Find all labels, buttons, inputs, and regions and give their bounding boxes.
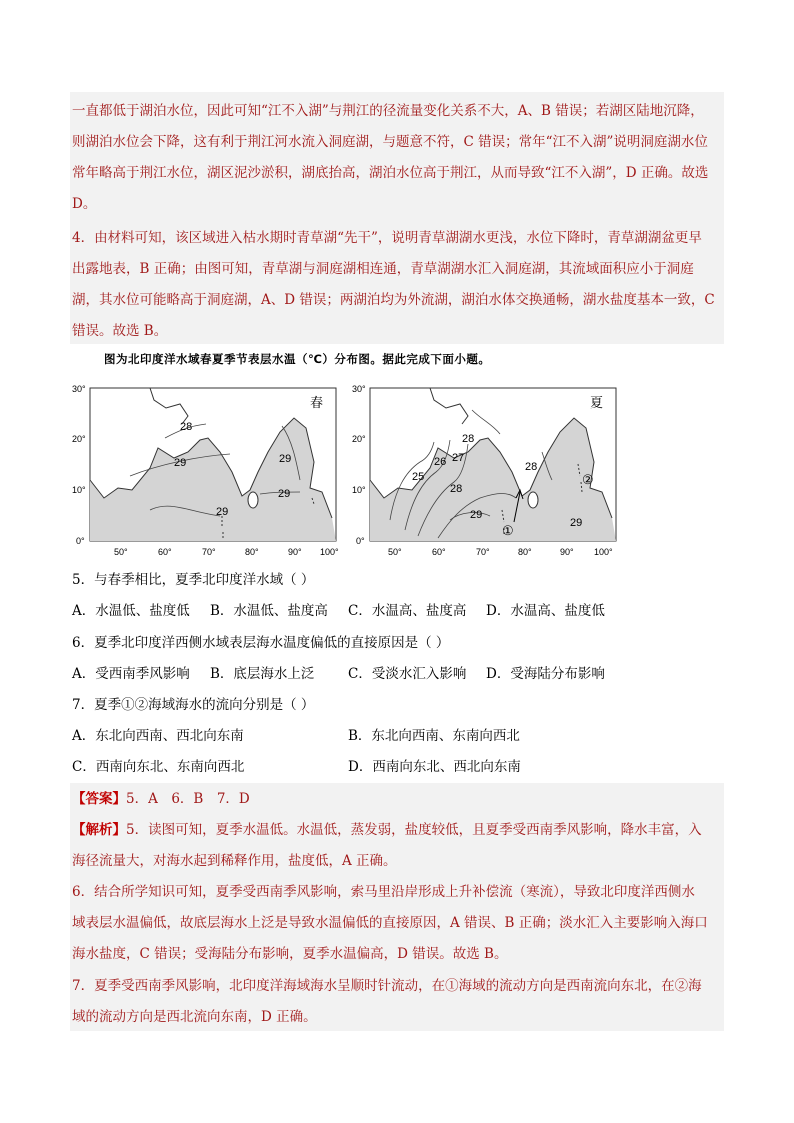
x-tick: 80° [518, 547, 532, 557]
analysis-first-line [72, 820, 702, 840]
x-tick: 90° [288, 547, 302, 557]
marker-1: ① [502, 524, 514, 539]
question-7-option-d: D．西南向东北、西北向东南 [348, 759, 521, 775]
spring-map [70, 380, 345, 560]
analysis-first-text: 5．读图可知，夏季水温低。水温低，蒸发弱，盐度较低，且夏季受西南季风影响，降水丰富，入 [126, 822, 702, 838]
x-tick: 50° [388, 547, 402, 557]
question-6-option-b: B．底层海水上泛 [210, 666, 315, 682]
x-tick: 100° [320, 547, 339, 557]
answer-text: 5．A 6．B 7．D [126, 791, 250, 807]
question-5-option-d: D．水温高、盐度低 [486, 603, 605, 619]
y-tick: 10° [352, 485, 366, 495]
y-tick: 10° [72, 485, 86, 495]
analysis-prev-line: 常年略高于荆江水位，湖区泥沙淤积，湖底抬高，湖泊水位高于荆江，从而导致“江不入湖”，D 正确。故选 [72, 165, 709, 181]
analysis-prev-line: 则湖泊水位会下降，这有利于荆江河水流入洞庭湖，与题意不符，C 错误；常年“江不入湖”说明洞庭湖水位 [72, 134, 708, 150]
question-6-option-c: C．受淡水汇入影响 [348, 666, 467, 682]
isotherm-label: 28 [180, 421, 193, 433]
isotherm-label: 29 [278, 488, 291, 500]
isotherm-label: 28 [525, 461, 538, 473]
question-7-option-a: A．东北向西南、西北向东南 [72, 728, 244, 744]
question-7-stem: 7．夏季①②海域海水的流向分别是（ ） [72, 697, 315, 713]
question-6-stem: 6．夏季北印度洋西侧水域表层海水温度偏低的直接原因是（ ） [72, 635, 450, 651]
y-tick: 30° [352, 384, 366, 394]
isotherm-label: 29 [279, 453, 292, 465]
y-tick: 30° [72, 384, 86, 394]
spring-season-label: 春 [310, 396, 324, 411]
isotherm-label: 26 [434, 456, 447, 468]
analysis-prev-line: 4．由材料可知，该区域进入枯水期时青草湖“先干”，说明青草湖湖水更浅，水位下降时，青草湖湖盆更早 [72, 230, 702, 246]
analysis-prev-line: 错误。故选 B。 [72, 323, 168, 339]
analysis-prev-line: D。 [72, 196, 97, 212]
isotherm-label: 29 [470, 509, 483, 521]
analysis-prev-line: 一直都低于湖泊水位，因此可知“江不入湖”与荆江的径流量变化关系不大，A、B 错误；若湖区陆地沉降， [72, 103, 704, 119]
question-6-option-d: D．受海陆分布影响 [486, 666, 605, 682]
question-6-option-a: A．受西南季风影响 [72, 666, 190, 682]
y-tick: 20° [72, 434, 86, 444]
isotherm-label: 25 [412, 471, 425, 483]
question-5-option-b: B．水温低、盐度高 [210, 603, 328, 619]
isotherm-label: 29 [174, 457, 187, 469]
question-5-option-a: A．水温低、盐度低 [72, 603, 190, 619]
x-tick: 70° [202, 547, 216, 557]
isotherm-label: 27 [452, 452, 465, 464]
analysis-line: 7．夏季受西南季风影响，北印度洋海域海水呈顺时针流动，在①海域的流动方向是西南流向东北，在②海 [72, 978, 702, 994]
marker-2: ② [582, 473, 594, 488]
answer-line [72, 789, 250, 809]
x-tick: 90° [560, 547, 574, 557]
analysis-line: 海水盐度，C 错误；受海陆分布影响，夏季水温偏高，D 错误。故选 B。 [72, 946, 508, 962]
x-tick: 70° [476, 547, 490, 557]
y-tick: 20° [352, 434, 366, 444]
question-7-option-c: C．西南向东北、东南向西北 [72, 759, 245, 775]
x-tick: 50° [114, 547, 128, 557]
question-5-option-c: C．水温高、盐度高 [348, 603, 467, 619]
x-tick: 100° [594, 547, 613, 557]
question-7-option-b: B．东北向西南、东南向西北 [348, 728, 520, 744]
y-tick: 0° [76, 536, 85, 546]
y-tick: 0° [356, 536, 365, 546]
analysis-line: 6．结合所学知识可知，夏季受西南季风影响，索马里沿岸形成上升补偿流（寒流），导致北印度洋西侧水 [72, 884, 695, 900]
isotherm-label: 29 [216, 506, 229, 518]
analysis-line: 海径流量大，对海水起到稀释作用，盐度低，A 正确。 [72, 853, 397, 869]
x-tick: 60° [158, 547, 172, 557]
analysis-prev-line: 出露地表，B 正确；由图可知，青草湖与洞庭湖相连通，青草湖湖水汇入洞庭湖，其流域面积应小于洞庭 [72, 261, 694, 277]
figure-caption: 图为北印度洋水域春夏季节表层水温（℃）分布图。据此完成下面小题。 [104, 352, 491, 366]
summer-season-label: 夏 [590, 396, 604, 411]
analysis-line: 域表层水温偏低，故底层海水上泛是导致水温偏低的直接原因，A 错误、B 正确；淡水汇入主要影响入海口 [72, 915, 708, 931]
summer-map [350, 380, 625, 560]
isotherm-label: 29 [570, 517, 583, 529]
x-tick: 60° [432, 547, 446, 557]
analysis-line: 域的流动方向是西北流向东南，D 正确。 [72, 1009, 317, 1025]
analysis-prev-line: 湖，其水位可能略高于洞庭湖，A、D 错误；两湖泊均为外流湖，湖泊水体交换通畅，湖水盐度基本一致，C [72, 292, 715, 308]
answer-tag: 【答案】 [72, 791, 126, 807]
x-tick: 80° [245, 547, 259, 557]
isotherm-label: 28 [462, 433, 475, 445]
analysis-tag: 【解析】 [72, 822, 126, 838]
isotherm-label: 28 [450, 483, 463, 495]
question-5-stem: 5．与春季相比，夏季北印度洋水域（ ） [72, 572, 315, 588]
